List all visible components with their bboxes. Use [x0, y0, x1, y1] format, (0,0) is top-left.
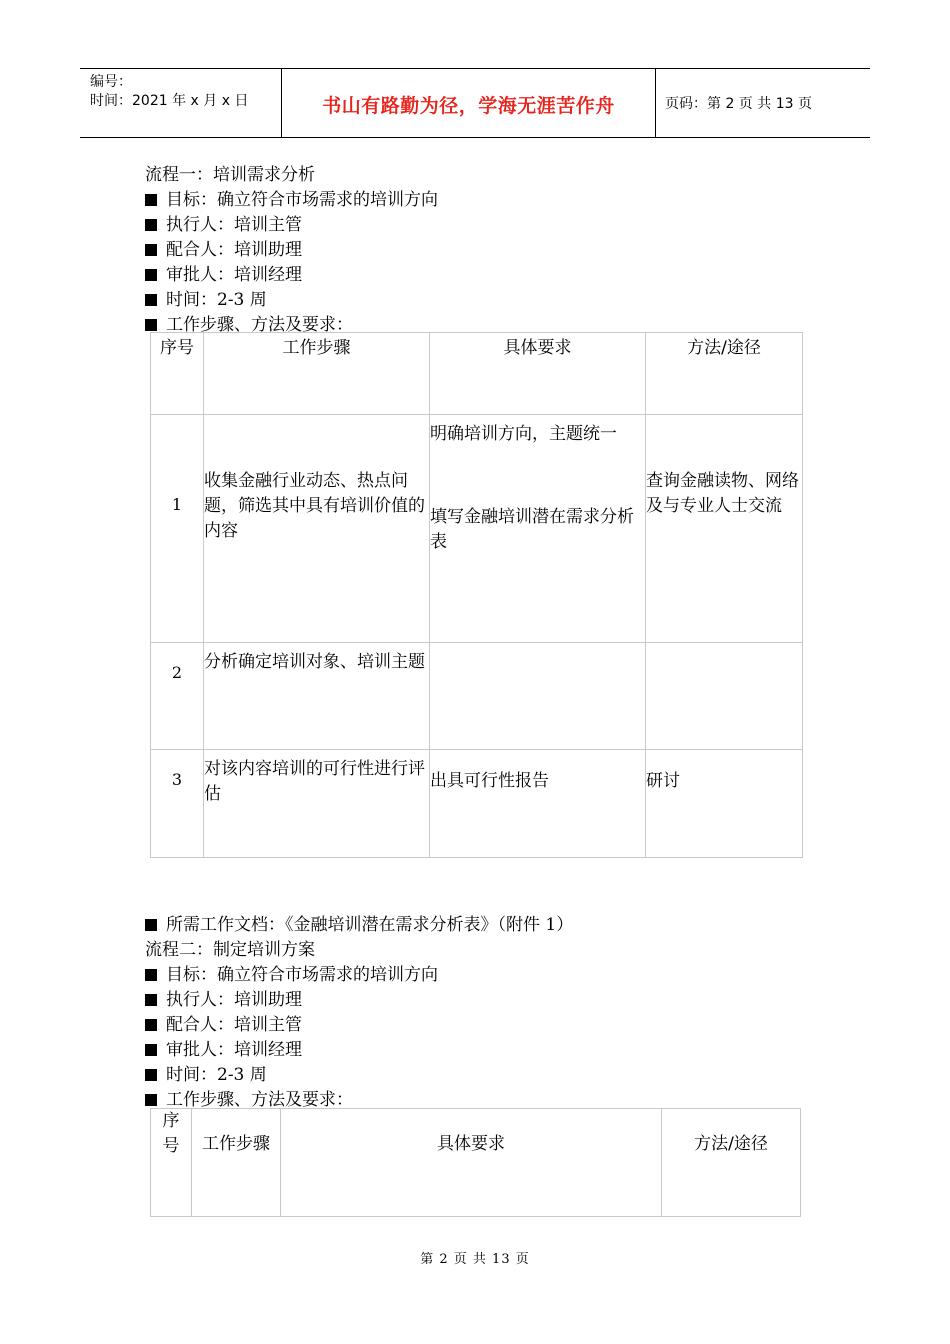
- table-row: [151, 750, 803, 858]
- row-method: 查询金融读物、网络及与专业人士交流: [646, 415, 803, 643]
- table-row: [151, 415, 803, 643]
- col-header-requirement: 具体要求: [281, 1109, 662, 1217]
- col-header-no: 序号: [151, 1109, 192, 1217]
- code-label: 编号：: [90, 74, 132, 90]
- process1-docs: 所需工作文档：《金融培训潜在需求分析表》（附件 1）: [145, 910, 573, 935]
- row-number: 1: [151, 415, 204, 643]
- square-bullet-icon: [145, 219, 157, 231]
- page-footer: 第 2 页 共 13 页: [420, 1252, 530, 1267]
- row-step: 分析确定培训对象、培训主题: [204, 643, 430, 750]
- square-bullet-icon: [145, 919, 157, 931]
- process2-item: 执行人：培训助理: [145, 985, 302, 1010]
- process2-title: 流程二：制定培训方案: [145, 940, 315, 960]
- col-header-method: 方法/途径: [646, 333, 803, 415]
- row-method: 研讨: [646, 750, 803, 858]
- square-bullet-icon: [145, 1044, 157, 1056]
- page-header: [80, 68, 870, 138]
- header-divider: [655, 69, 656, 137]
- table-header-row: [151, 333, 803, 415]
- row-requirement: 出具可行性报告: [430, 750, 646, 858]
- header-meta: [90, 73, 248, 111]
- col-header-no: 序号: [151, 333, 204, 415]
- process1-item: 时间：2-3 周: [145, 285, 267, 310]
- square-bullet-icon: [145, 1069, 157, 1081]
- requirement-item: 填写金融培训潜在需求分析表: [430, 507, 634, 552]
- process2-table: [150, 1108, 801, 1217]
- table-header-row: [151, 1109, 801, 1217]
- square-bullet-icon: [145, 269, 157, 281]
- square-bullet-icon: [145, 194, 157, 206]
- col-header-method: 方法/途径: [662, 1109, 801, 1217]
- col-header-requirement: 具体要求: [430, 333, 646, 415]
- square-bullet-icon: [145, 994, 157, 1006]
- row-step: 对该内容培训的可行性进行评估: [204, 750, 430, 858]
- requirement-item: 明确培训方向，主题统一: [430, 424, 617, 444]
- process1-title: 流程一：培训需求分析: [145, 165, 315, 185]
- process2-item: 配合人：培训主管: [145, 1010, 302, 1035]
- process2-item: 时间：2-3 周: [145, 1060, 267, 1085]
- square-bullet-icon: [145, 319, 157, 331]
- col-header-step: 工作步骤: [192, 1109, 281, 1217]
- process1-item: 执行人：培训主管: [145, 210, 302, 235]
- header-page-info: 页码：第 2 页 共 13 页: [665, 96, 812, 112]
- process1-item: 配合人：培训助理: [145, 235, 302, 260]
- col-header-step: 工作步骤: [204, 333, 430, 415]
- process2-item: 工作步骤、方法及要求：: [145, 1085, 353, 1110]
- process2-item: 审批人：培训经理: [145, 1035, 302, 1060]
- square-bullet-icon: [145, 294, 157, 306]
- process1-item: 审批人：培训经理: [145, 260, 302, 285]
- process1-item: 目标：确立符合市场需求的培训方向: [145, 185, 438, 210]
- row-requirement: [430, 415, 646, 643]
- header-motto: 书山有路勤为径，学海无涯苦作舟: [322, 95, 615, 117]
- process1-item: 工作步骤、方法及要求：: [145, 310, 353, 335]
- row-method: [646, 643, 803, 750]
- table-row: [151, 643, 803, 750]
- row-number: 2: [151, 643, 204, 750]
- process1-table: [150, 332, 803, 858]
- row-number: 3: [151, 750, 204, 858]
- square-bullet-icon: [145, 969, 157, 981]
- square-bullet-icon: [145, 244, 157, 256]
- square-bullet-icon: [145, 1094, 157, 1106]
- row-step: 收集金融行业动态、热点问题，筛选其中具有培训价值的内容: [204, 415, 430, 643]
- square-bullet-icon: [145, 1019, 157, 1031]
- row-requirement: [430, 643, 646, 750]
- date-line: 时间：2021 年 x 月 x 日: [90, 93, 249, 109]
- process2-item: 目标：确立符合市场需求的培训方向: [145, 960, 438, 985]
